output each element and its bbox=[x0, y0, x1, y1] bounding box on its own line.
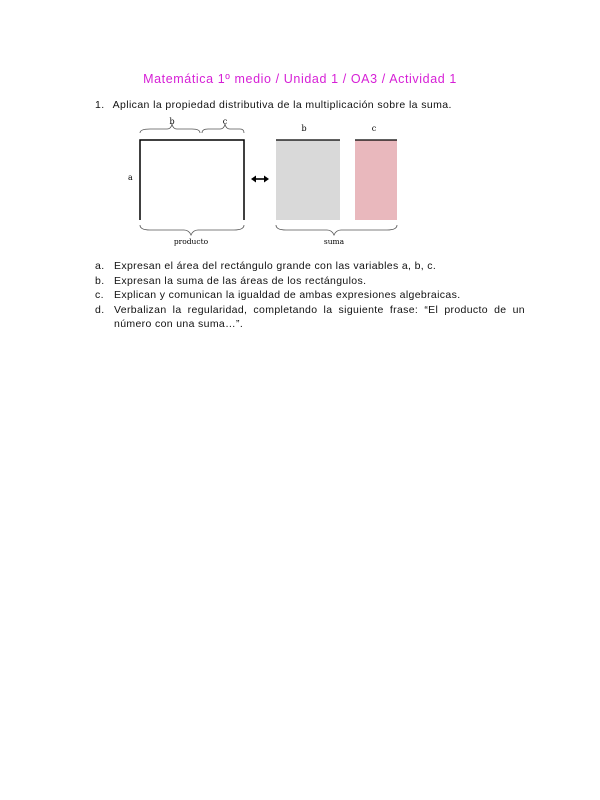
distributive-figure bbox=[120, 113, 410, 253]
top-label-b: b bbox=[169, 117, 175, 126]
item-text: Verbalizan la regularidad, completando la siguiente frase: “El producto de un número con una suma…”. bbox=[114, 303, 525, 331]
double-arrow-icon bbox=[251, 176, 269, 183]
item-label: c. bbox=[95, 289, 104, 302]
item-text: Explican y comunican la igualdad de ambas expresiones algebraicas. bbox=[114, 289, 461, 302]
item-label: a. bbox=[95, 260, 105, 272]
list-item bbox=[95, 259, 525, 274]
question-1 bbox=[95, 99, 452, 111]
product-rectangle bbox=[140, 140, 244, 220]
activity-items bbox=[95, 259, 525, 332]
question-text: Aplican la propiedad distributiva de la multiplicación sobre la suma. bbox=[112, 99, 452, 111]
list-item bbox=[95, 303, 525, 332]
rectangle-c bbox=[355, 140, 397, 220]
item-label: d. bbox=[95, 303, 105, 316]
list-item bbox=[95, 274, 525, 289]
item-text: Expresan la suma de las áreas de los rectángulos. bbox=[114, 274, 367, 287]
item-text: Expresan el área del rectángulo grande con las variables a, b, c. bbox=[114, 260, 437, 272]
left-label-a: a bbox=[128, 173, 133, 182]
top-label-c: c bbox=[222, 117, 228, 126]
bottom-label-product: producto bbox=[173, 237, 209, 246]
right-label-c: c bbox=[371, 124, 377, 133]
bottom-brace-product bbox=[140, 225, 244, 235]
item-label: b. bbox=[95, 274, 105, 287]
page-title: Matemática 1º medio / Unidad 1 / OA3 / Actividad 1 bbox=[143, 72, 457, 86]
bottom-label-sum: suma bbox=[323, 237, 345, 246]
right-label-b: b bbox=[301, 124, 307, 133]
list-item bbox=[95, 288, 525, 303]
question-number: 1. bbox=[95, 99, 105, 111]
rectangle-b bbox=[276, 140, 340, 220]
bottom-brace-sum bbox=[276, 225, 397, 235]
figure-svg bbox=[120, 113, 410, 253]
